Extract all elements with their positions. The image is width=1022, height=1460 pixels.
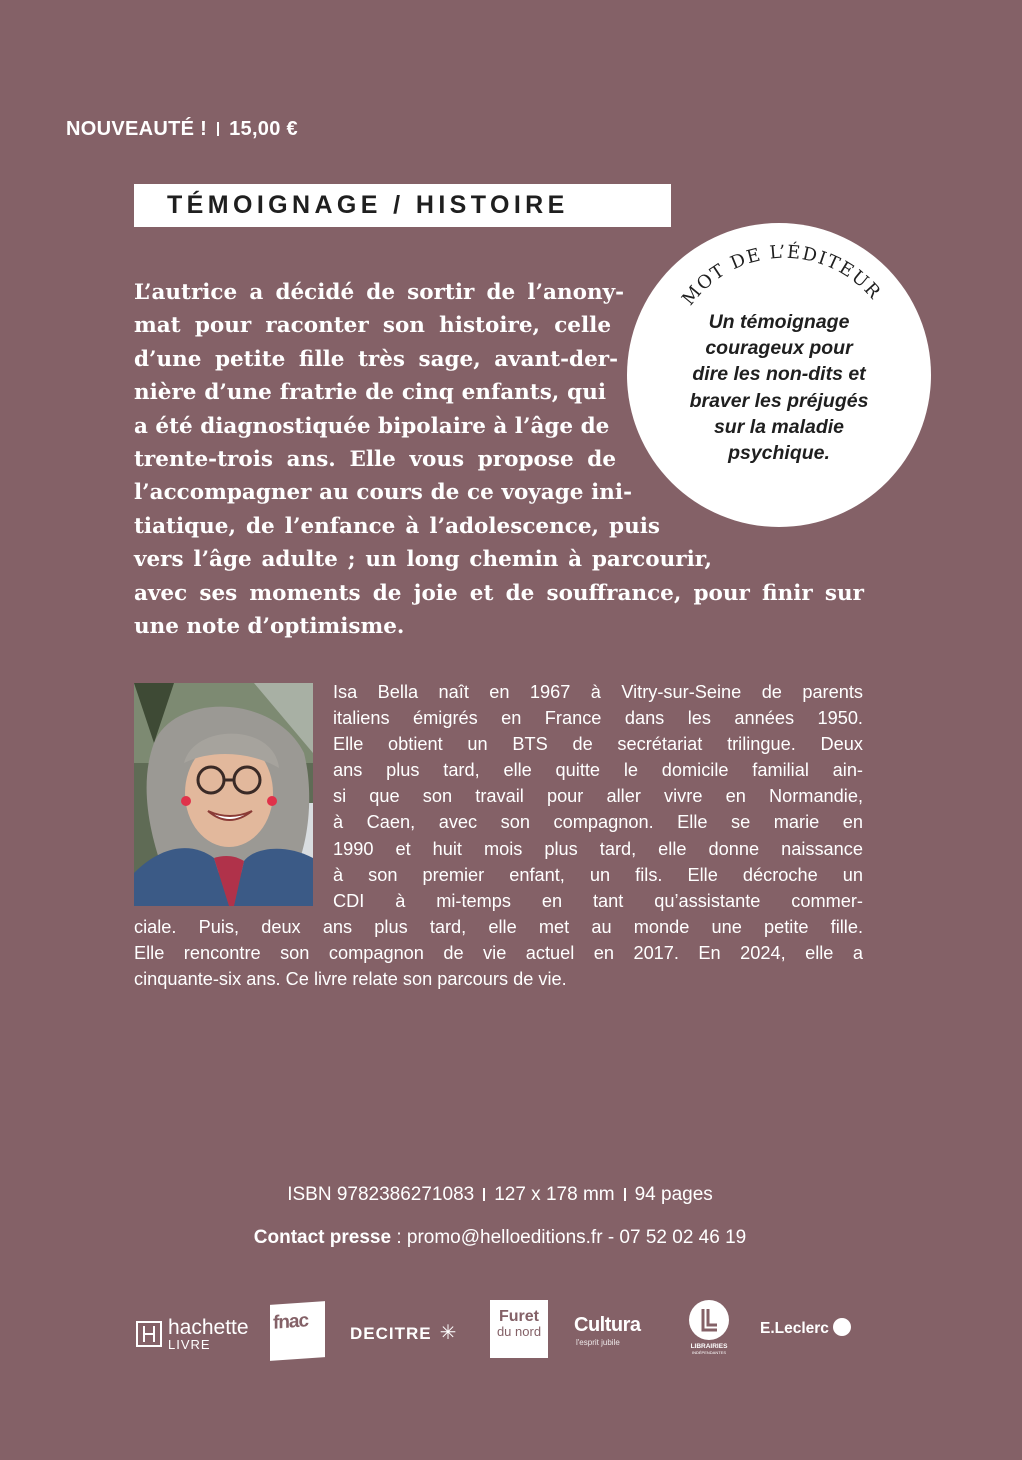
leclerc-logo-text: E.Leclerc <box>760 1320 829 1337</box>
furet-logo-subtext: du nord <box>496 1324 542 1339</box>
bio-line: ans plus tard, elle quitte le domicile familial ain- <box>333 760 863 781</box>
cultura-logo <box>574 1314 658 1350</box>
decitre-logo <box>350 1320 457 1345</box>
press-contact <box>0 1227 1000 1249</box>
bio-line: Isa Bella naît en 1967 à Vitry-sur-Seine de parents <box>333 682 863 702</box>
librairies-logo-text: LIBRAIRIES <box>690 1343 728 1350</box>
separator <box>483 1188 485 1201</box>
hachette-logo-text: hachette <box>168 1316 249 1339</box>
release-price-line <box>66 118 298 141</box>
fnac-logo-text: fnac <box>273 1310 309 1334</box>
publisher-note-line: braver les préjugés <box>689 389 869 412</box>
cultura-logo-text: Cultura <box>574 1314 641 1336</box>
bio-line: si que son travail pour aller vivre en Normandie, <box>333 786 863 807</box>
cultura-logo-subtext: l'esprit jubile <box>576 1338 620 1347</box>
intro-line: a été diagnostiquée bipolaire à l’âge de <box>134 413 610 439</box>
intro-line: nière d’une fratrie de cinq enfants, qui <box>134 380 606 406</box>
page-count: 94 pages <box>634 1184 713 1205</box>
publisher-note-line: dire les non-dits et <box>692 363 866 386</box>
hachette-logo-subtext: LIVRE <box>168 1337 211 1352</box>
librairies-circle-icon <box>689 1300 729 1340</box>
intro-line: trente-trois ans. Elle vous propose de <box>134 447 616 473</box>
press-contact-label: Contact presse <box>253 1227 392 1248</box>
furet-du-nord-logo <box>490 1300 548 1358</box>
fnac-logo <box>270 1301 325 1361</box>
intro-line: avec ses moments de joie et de souffrance, pour finir sur <box>134 580 864 606</box>
librairies-logo-subtext: INDÉPENDANTES <box>691 1350 726 1355</box>
bio-line: Elle obtient un BTS de secrétariat trilingue. Deux <box>333 734 863 755</box>
intro-line: tiatique, de l’enfance à l’adolescence, puis <box>134 513 660 539</box>
hachette-h-icon <box>136 1321 162 1347</box>
publisher-note-line: sur la maladie <box>713 415 845 438</box>
intro-line: une note d’optimisme. <box>134 614 405 640</box>
furet-logo-text: Furet <box>499 1308 539 1325</box>
book-meta <box>0 1184 1000 1206</box>
price: 15,00 € <box>229 118 298 140</box>
publisher-note-text <box>657 309 901 466</box>
librairies-independantes-logo <box>680 1300 738 1360</box>
genre-label: TÉMOIGNAGE / HISTOIRE <box>134 184 671 227</box>
publisher-note-title: MOT DE L’ÉDITEUR <box>677 241 886 310</box>
publisher-note-line: Un témoignage <box>708 311 850 333</box>
hachette-logo <box>136 1316 250 1352</box>
leclerc-circle-icon <box>833 1318 851 1336</box>
intro-line: mat pour raconter son histoire, celle <box>134 313 611 339</box>
bio-line: Elle rencontre son compagnon de vie actuel en 2017. En 2024, elle a <box>134 942 863 963</box>
bio-line: 1990 et huit mois plus tard, elle donne naissance <box>333 838 863 859</box>
intro-line: L’autrice a décidé de sortir de l’anony- <box>134 280 624 305</box>
bio-line: cinquante-six ans. Ce livre relate son parcours de vie. <box>134 969 567 990</box>
publisher-note-badge <box>627 223 931 527</box>
svg-text:MOT DE L’ÉDITEUR <box>678 240 885 310</box>
publisher-note-line: psychique. <box>728 442 830 465</box>
bio-line: à son premier enfant, un fils. Elle décroche un <box>333 864 863 885</box>
intro-line: d’une petite fille très sage, avant-der- <box>134 346 618 372</box>
decitre-logo-text: DECITRE <box>350 1324 432 1343</box>
press-contact-value: : promo@helloeditions.fr - 07 52 02 46 19 <box>391 1227 747 1248</box>
author-bio <box>134 679 863 992</box>
isbn: ISBN 9782386271083 <box>287 1184 475 1205</box>
bio-line: italiens émigrés en France dans les années 1950. <box>333 708 863 729</box>
publisher-note-line: courageux pour <box>705 337 853 360</box>
book-size: 127 x 178 mm <box>494 1184 615 1205</box>
intro-line: l’accompagner au cours de ce voyage ini- <box>134 480 632 506</box>
bio-line: CDI à mi-temps en tant qu’assistante commer- <box>333 890 863 911</box>
separator <box>624 1188 626 1201</box>
new-release-label: NOUVEAUTÉ ! <box>66 118 208 140</box>
bio-line: ciale. Puis, deux ans plus tard, elle met au monde une petite fille. <box>134 916 863 937</box>
leclerc-logo <box>760 1318 851 1338</box>
separator <box>217 122 219 136</box>
intro-line: vers l’âge adulte ; un long chemin à parcourir, <box>134 547 712 573</box>
bio-line: à Caen, avec son compagnon. Elle se marie en <box>333 812 863 833</box>
star-icon: ✳ <box>439 1322 458 1344</box>
